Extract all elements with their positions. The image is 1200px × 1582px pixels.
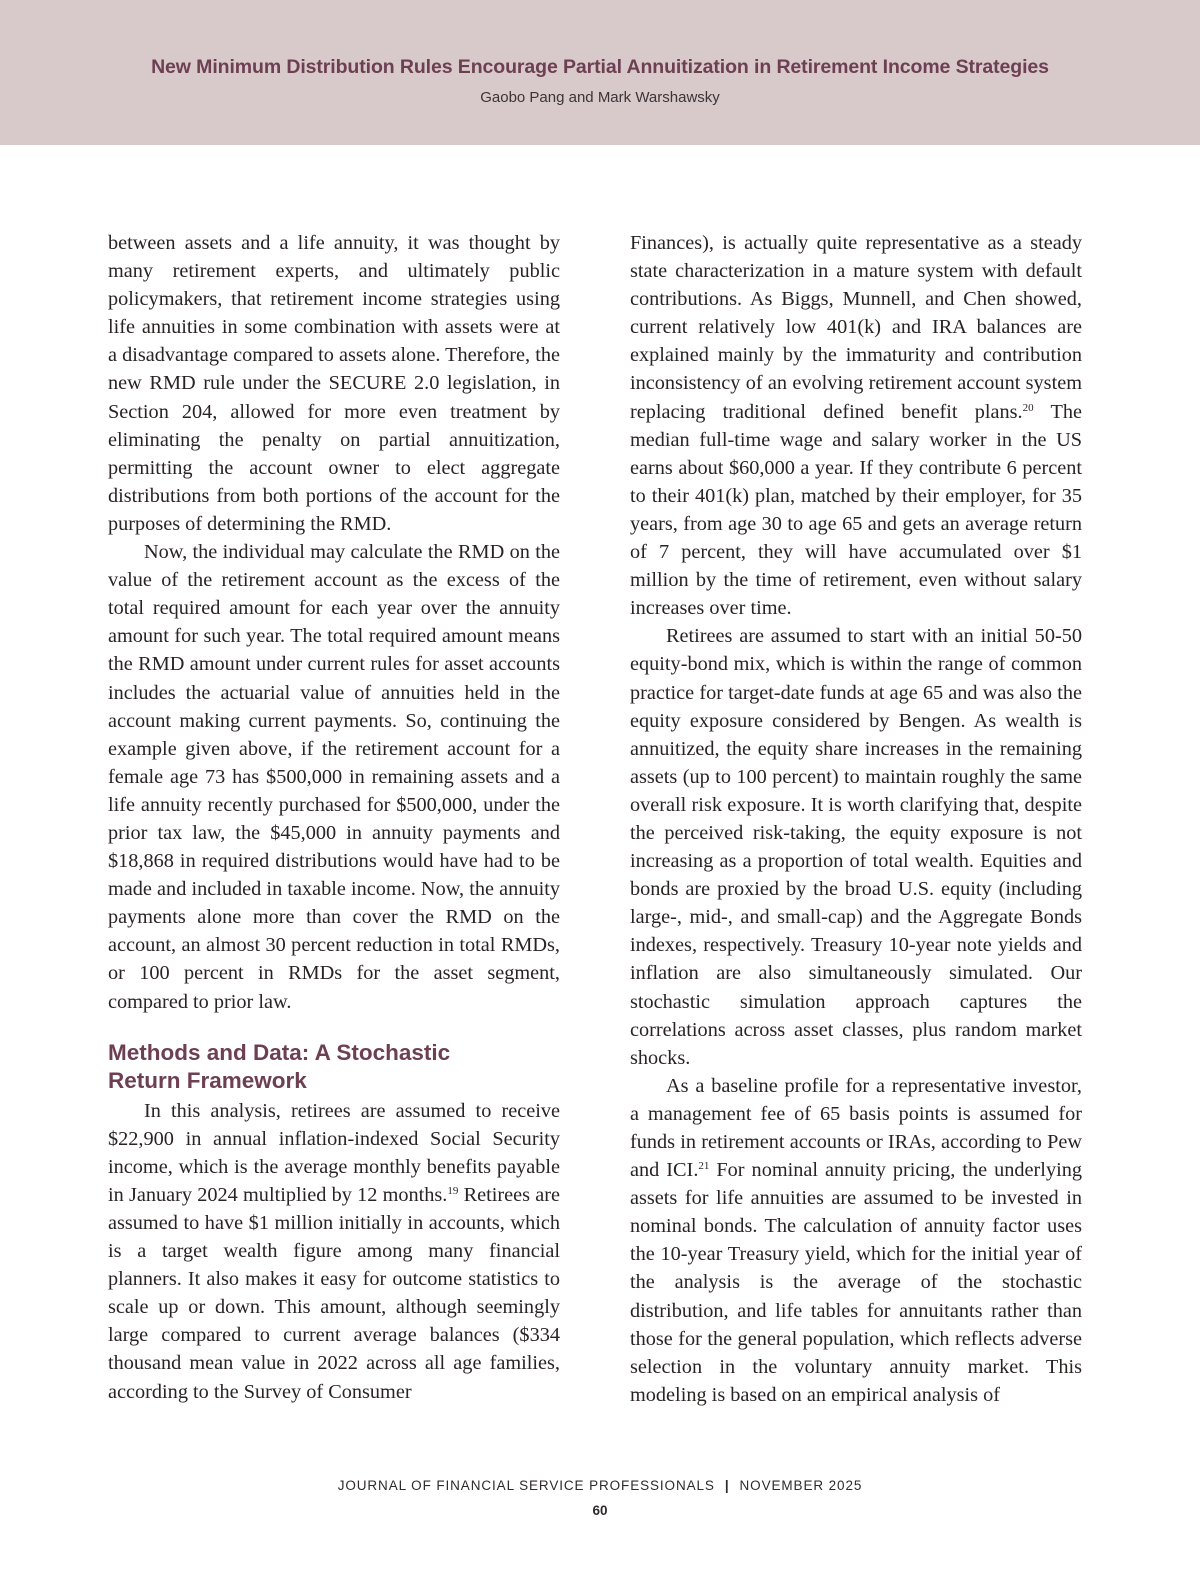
footnote-ref-21[interactable]: 21 (698, 1160, 710, 1173)
journal-name: JOURNAL OF FINANCIAL SERVICE PROFESSIONALS (337, 1478, 715, 1493)
page-number: 60 (592, 1503, 608, 1518)
paragraph (630, 229, 1082, 622)
paragraph-text: In this analysis, retirees are assumed to receive $22,900 in annual inflation-indexed Social Security income, which is the average monthly benefits payable in January 2024 multiplied by 12 months. (108, 1099, 560, 1206)
paragraph (108, 1097, 560, 1406)
section-heading: Methods and Data: A Stochastic Return Framework (108, 1039, 451, 1093)
paragraph: between assets and a life annuity, it was thought by many retirement experts, and ultimately public policymakers, that retirement income strategies using life annuities in some combination with assets were at a disadvantage compared to assets alone. Therefore, the new RMD rule under the SECURE 2.0 legislation, in Section 204, allowed for more even treatment by eliminating the penalty on partial annuitization, permitting the account owner to elect aggregate distributions from both portions of the account for the purposes of determining the RMD. (108, 232, 560, 535)
paragraph-text: Finances), is actually quite representative as a steady state characterization in a mature system with default contributions. As Biggs, Munnell, and Chen showed, current relatively low 401(k) and IRA balances are explained mainly by the immaturity and contribution inconsistency of an evolving retirement account system replacing traditional defined benefit plans. (630, 232, 1082, 423)
right-column (630, 229, 1082, 1409)
journal-footer (0, 1478, 1200, 1493)
footnote-ref-20[interactable]: 20 (1022, 401, 1034, 414)
paragraph-text: For nominal annuity pricing, the underlying assets for life annuities are assumed to be invested in nominal bonds. The calculation of annuity factor uses the 10-year Treasury yield, which for the initial year of the analysis is the average of the stochastic distribution, and life tables for annuitants rather than those for the general population, which reflects adverse selection in the voluntary annuity market. This modeling is based on an empirical analysis of (630, 1159, 1082, 1406)
footnote-ref-19[interactable]: 19 (447, 1184, 459, 1197)
paragraph-text: The median full-time wage and salary worker in the US earns about $60,000 a year. If they contribute 6 percent to their 401(k) plan, matched by their employer, for 35 years, from age 30 to age 65 and gets an average return of 7 percent, they will have accumulated over $1 million by the time of retirement, even without salary increases over time. (630, 400, 1082, 620)
paragraph-text: As a baseline profile for a representative investor, a management fee of 65 basis points is assumed for funds in retirement accounts or IRAs, according to Pew and ICI. (630, 1074, 1082, 1182)
paragraph (630, 1072, 1082, 1409)
header-banner (0, 0, 1200, 145)
footer-separator: | (724, 1478, 730, 1493)
paragraph: Retirees are assumed to start with an initial 50-50 equity-bond mix, which is within the range of common practice for target-date funds at age 65 and was also the equity exposure considered by Bengen. As wealth is annuitized, the equity share increases in the remaining assets (up to 100 percent) to maintain roughly the same overall risk exposure. It is worth clarifying that, despite the perceived risk-taking, the equity exposure is not increasing as a proportion of total wealth. Equities and bonds are proxied by the broad U.S. equity (including large-, mid-, and small-cap) and the Aggregate Bonds indexes, respectively. Treasury 10-year note yields and inflation are also simultaneously simulated. Our stochastic simulation approach captures the correlations across asset classes, plus random market shocks. (630, 625, 1082, 1069)
paragraph: Now, the individual may calculate the RMD on the value of the retirement account as the excess of the total required amount for each year over the annuity amount for such year. The total required amount means the RMD amount under current rules for asset accounts includes the actuarial value of annuities held in the account making current payments. So, continuing the example given above, if the retirement account for a female age 73 has $500,000 in remaining assets and a life annuity recently purchased for $500,000, under the prior tax law, the $45,000 in annuity payments and $18,868 in required distributions would have had to be made and included in taxable income. Now, the annuity payments alone more than cover the RMD on the account, an almost 30 percent reduction in total RMDs, or 100 percent in RMDs for the asset segment, compared to prior law. (108, 541, 560, 1013)
article-title: New Minimum Distribution Rules Encourage Partial Annuitization in Retirement Income Strategies (151, 56, 1049, 78)
issue-date: NOVEMBER 2025 (739, 1478, 863, 1493)
left-column (108, 229, 560, 1406)
paragraph-text: Retirees are assumed to have $1 million initially in accounts, which is a target wealth figure among many financial planners. It also makes it easy for outcome statistics to scale up or down. This amount, although seemingly large compared to current average balances ($334 thousand mean value in 2022 across all age families, according to the Survey of Consumer (108, 1183, 560, 1403)
article-authors: Gaobo Pang and Mark Warshawsky (480, 89, 720, 106)
